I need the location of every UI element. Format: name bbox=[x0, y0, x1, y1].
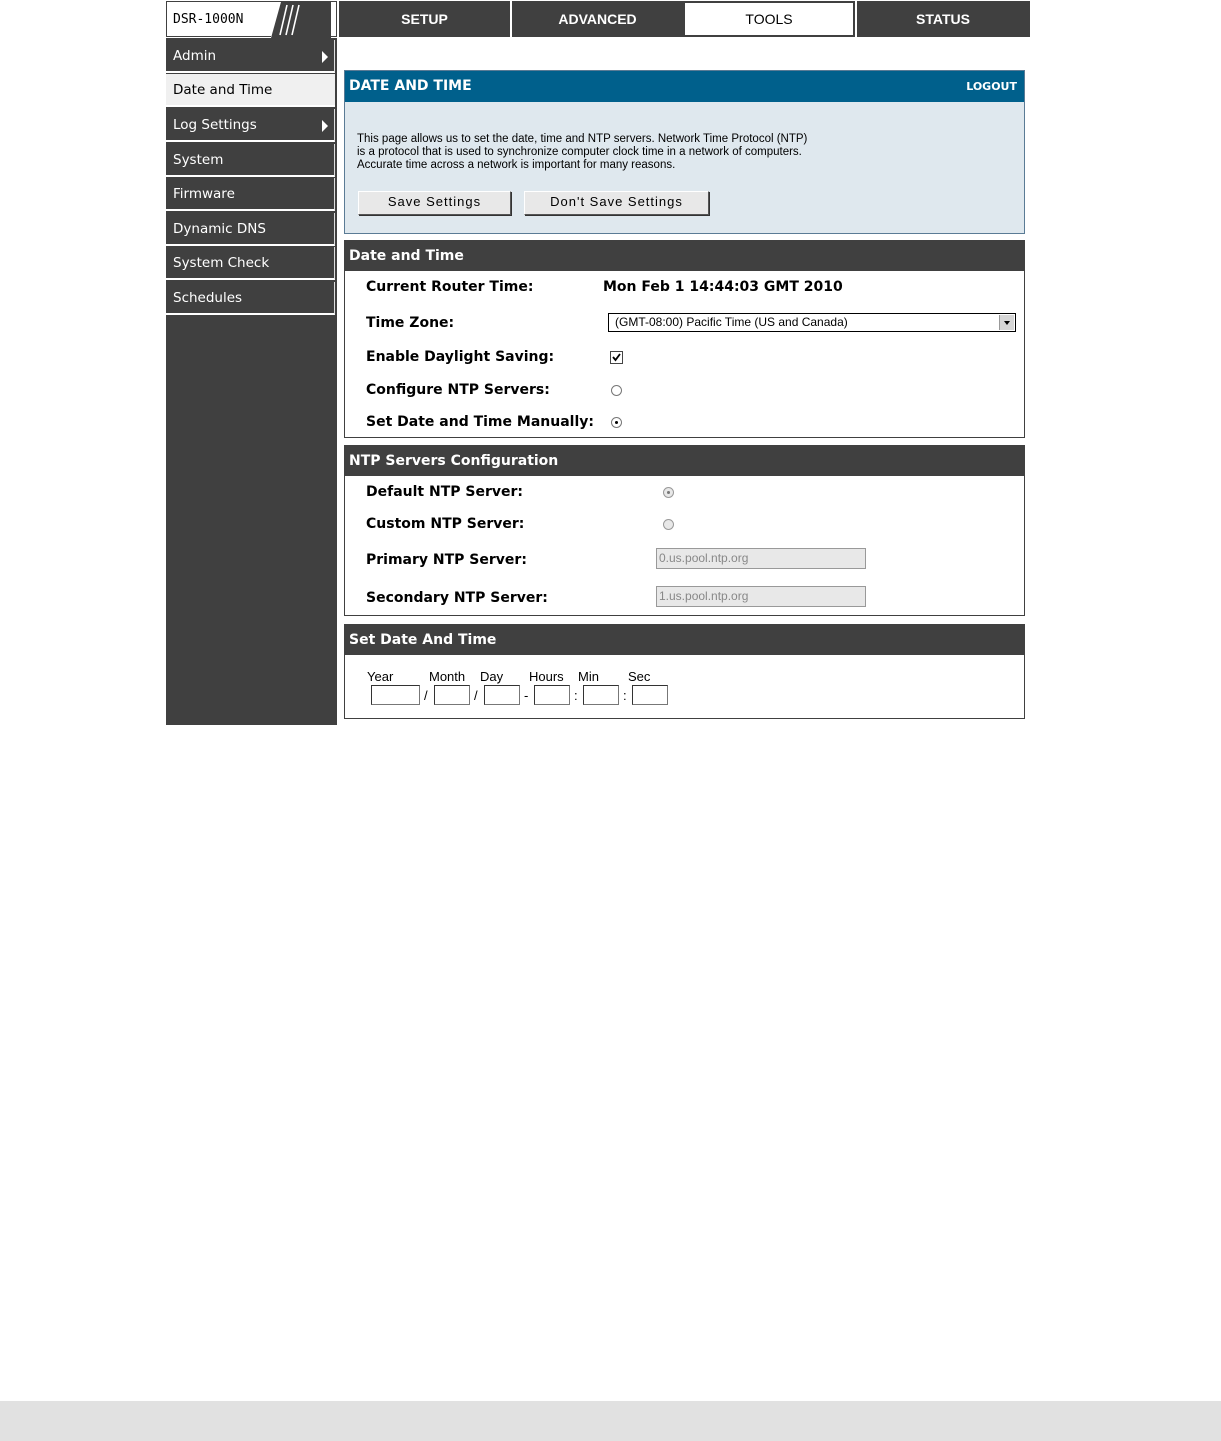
logout-link[interactable]: LOGOUT bbox=[966, 80, 1017, 93]
daylight-saving-label: Enable Daylight Saving: bbox=[366, 349, 555, 365]
date-time-panel bbox=[344, 240, 1025, 438]
sidebar-item-label: Date and Time bbox=[173, 82, 273, 98]
timezone-select[interactable] bbox=[608, 313, 1016, 332]
ntp-servers-header: NTP Servers Configuration bbox=[345, 446, 1024, 476]
tab-advanced[interactable]: ADVANCED bbox=[510, 1, 683, 37]
intro-header bbox=[345, 71, 1024, 102]
sidebar-item-label: System bbox=[173, 152, 224, 168]
sidebar-item-label: Schedules bbox=[173, 290, 243, 306]
hours-label: Hours bbox=[529, 669, 564, 684]
sec-input[interactable] bbox=[632, 685, 668, 705]
configure-ntp-label: Configure NTP Servers: bbox=[366, 382, 550, 398]
secondary-ntp-input[interactable]: 1.us.pool.ntp.org bbox=[656, 586, 866, 607]
month-label: Month bbox=[429, 669, 466, 684]
intro-description bbox=[357, 133, 957, 172]
default-ntp-radio[interactable] bbox=[663, 487, 674, 498]
custom-ntp-label: Custom NTP Server: bbox=[366, 516, 525, 532]
sidebar-item-system[interactable] bbox=[166, 144, 335, 177]
checkmark-icon bbox=[611, 352, 622, 363]
primary-ntp-input[interactable]: 0.us.pool.ntp.org bbox=[656, 548, 866, 569]
sidebar-item-system-check[interactable] bbox=[166, 247, 335, 280]
sidebar-item-label: Firmware bbox=[173, 186, 235, 202]
date-separator: / bbox=[474, 688, 478, 703]
primary-ntp-label: Primary NTP Server: bbox=[366, 552, 527, 568]
timezone-label: Time Zone: bbox=[366, 315, 455, 331]
date-time-fields bbox=[345, 655, 1024, 719]
tab-setup[interactable]: SETUP bbox=[337, 1, 510, 37]
time-separator: : bbox=[623, 688, 627, 703]
chevron-down-icon bbox=[999, 315, 1014, 330]
set-manually-label: Set Date and Time Manually: bbox=[366, 414, 594, 430]
sidebar-item-schedules[interactable] bbox=[166, 282, 335, 315]
sidebar-item-admin[interactable] bbox=[166, 40, 335, 73]
set-date-time-panel bbox=[344, 624, 1025, 719]
chevron-right-icon bbox=[322, 120, 328, 132]
tab-tools[interactable]: TOOLS bbox=[683, 1, 855, 37]
footer-bar bbox=[0, 1401, 1221, 1441]
hours-input[interactable] bbox=[534, 685, 570, 705]
year-input[interactable] bbox=[371, 685, 420, 705]
custom-ntp-radio[interactable] bbox=[663, 519, 674, 530]
date-separator: / bbox=[424, 688, 428, 703]
sec-label: Sec bbox=[628, 669, 651, 684]
timezone-value: (GMT-08:00) Pacific Time (US and Canada) bbox=[615, 315, 848, 329]
min-label: Min bbox=[578, 669, 599, 684]
logo-slashes-icon bbox=[271, 2, 331, 38]
min-input[interactable] bbox=[583, 685, 619, 705]
year-label: Year bbox=[367, 669, 394, 684]
date-time-header: Date and Time bbox=[345, 241, 1024, 271]
page-title: DATE AND TIME bbox=[349, 78, 472, 94]
month-input[interactable] bbox=[434, 685, 470, 705]
intro-line-1: This page allows us to set the date, time and NTP servers. Network Time Protocol (NTP) bbox=[357, 133, 808, 145]
ntp-servers-panel bbox=[344, 445, 1025, 616]
set-date-time-header: Set Date And Time bbox=[345, 625, 1024, 655]
sidebar-item-date-and-time[interactable] bbox=[166, 74, 335, 107]
day-label: Day bbox=[480, 669, 504, 684]
day-input[interactable] bbox=[484, 685, 520, 705]
sidebar-item-label: Dynamic DNS bbox=[173, 221, 266, 237]
sidebar bbox=[166, 38, 337, 725]
tab-status[interactable]: STATUS bbox=[855, 1, 1030, 37]
intro-line-2: is a protocol that is used to synchronize computer clock time in a network of computers. bbox=[357, 146, 802, 158]
current-time-value: Mon Feb 1 14:44:03 GMT 2010 bbox=[603, 279, 843, 295]
sidebar-item-label: Log Settings bbox=[173, 117, 257, 133]
secondary-ntp-label: Secondary NTP Server: bbox=[366, 590, 548, 606]
chevron-right-icon bbox=[322, 51, 328, 63]
time-separator: : bbox=[574, 688, 578, 703]
sidebar-item-log-settings[interactable] bbox=[166, 109, 335, 142]
daylight-saving-checkbox[interactable] bbox=[610, 351, 623, 364]
save-settings-button[interactable]: Save Settings bbox=[358, 191, 511, 215]
sidebar-item-dynamic-dns[interactable] bbox=[166, 213, 335, 246]
set-manually-radio[interactable] bbox=[611, 417, 622, 428]
intro-panel bbox=[344, 70, 1025, 234]
configure-ntp-radio[interactable] bbox=[611, 385, 622, 396]
model-logo bbox=[166, 1, 337, 37]
intro-line-3: Accurate time across a network is important for many reasons. bbox=[357, 159, 676, 171]
date-time-separator: - bbox=[524, 688, 529, 703]
router-app bbox=[166, 0, 1030, 725]
dont-save-settings-button[interactable]: Don't Save Settings bbox=[524, 191, 709, 215]
top-navigation bbox=[166, 0, 1030, 38]
sidebar-item-firmware[interactable] bbox=[166, 178, 335, 211]
current-time-label: Current Router Time: bbox=[366, 279, 534, 295]
model-name: DSR-1000N bbox=[173, 12, 244, 27]
sidebar-item-label: System Check bbox=[173, 255, 270, 271]
sidebar-item-label: Admin bbox=[173, 48, 217, 64]
default-ntp-label: Default NTP Server: bbox=[366, 484, 523, 500]
